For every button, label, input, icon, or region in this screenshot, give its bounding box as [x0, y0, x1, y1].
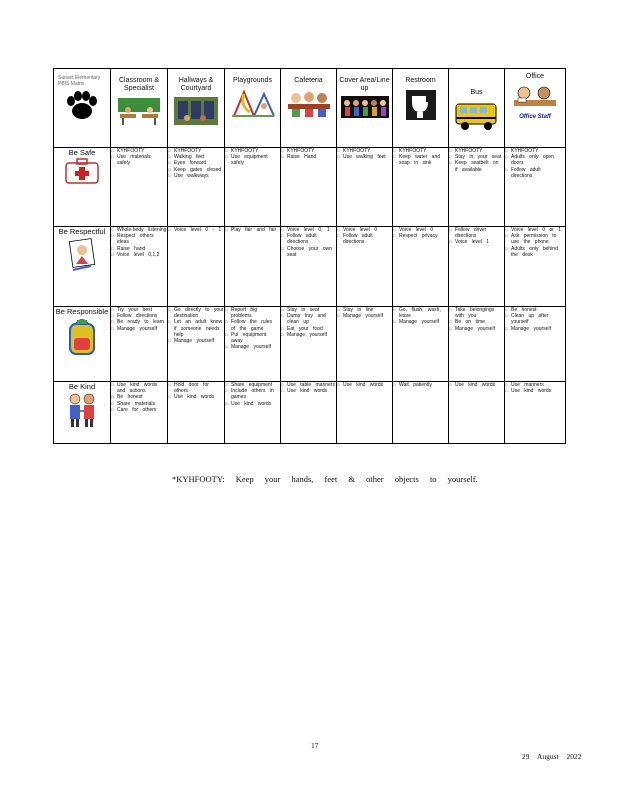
expectation-item: □ Voice level 0 - 1	[168, 227, 224, 233]
hallway-icon	[173, 96, 219, 126]
location-label: Bus	[470, 89, 483, 96]
expectation-item: □ Put equipment away	[225, 332, 280, 344]
expectation-item: □ Manage yourself	[505, 326, 565, 332]
expectation-item: □ Let an adult know if someone needs help	[168, 319, 224, 338]
expectation-item: □ KYHFOOTY	[337, 148, 392, 154]
behavior-matrix	[53, 68, 566, 444]
expectation-detail-cell	[505, 307, 566, 382]
first-aid-kit-icon	[54, 157, 110, 187]
bus-icon	[454, 100, 500, 132]
expectation-item: □ Manage yourself	[337, 313, 392, 319]
expectation-item: □ Voice level 0	[393, 227, 448, 233]
expectation-item: □ Stay in your seat	[449, 154, 504, 160]
expectation-item: □ Adults only behind the desk	[505, 246, 565, 258]
expectation-item: □ Voice level 0, 1	[281, 227, 336, 233]
expectation-item: □ Include others in games	[225, 388, 280, 400]
respect-icon	[54, 236, 110, 276]
expectation-item: □ Voice level 0	[337, 227, 392, 233]
behavior-row	[54, 307, 566, 382]
location-header-restroom	[393, 69, 449, 148]
expectation-item: □ Be ready to learn	[111, 319, 167, 325]
expectation-detail-cell	[281, 227, 337, 307]
expectation-item: □ Keep seatbelt on if available	[449, 160, 504, 172]
expectation-detail-cell	[111, 382, 168, 444]
expectation-item: □ KYHFOOTY	[393, 148, 448, 154]
location-header-cover-area	[337, 69, 393, 148]
expectation-detail-cell	[225, 148, 281, 227]
expectation-item: □ Use kind words and actions	[111, 382, 167, 394]
location-label: Classroom & Specialist	[118, 77, 160, 92]
expectation-item: □ Use walking feet	[337, 154, 392, 160]
expectation-item: □ KYHFOOTY	[281, 148, 336, 154]
expectation-detail-cell	[111, 307, 168, 382]
expectation-detail-cell	[337, 148, 393, 227]
location-header-office	[505, 69, 566, 148]
expectation-detail-cell	[449, 382, 505, 444]
expectation-item: □ KYHFOOTY	[449, 148, 504, 154]
expectation-detail-cell	[449, 307, 505, 382]
expectation-item: □ Use kind words	[225, 401, 280, 407]
expectation-detail-cell	[393, 307, 449, 382]
expectation-item: □ Raise hand	[111, 246, 167, 252]
expectation-detail-cell	[225, 307, 281, 382]
expectation-cell	[54, 382, 111, 444]
location-label: Restroom	[405, 77, 436, 84]
document-date: 29 August 2022	[522, 752, 582, 761]
expectation-item: □ Raise Hand	[281, 154, 336, 160]
expectation-item: □ Use kind words	[168, 394, 224, 400]
expectation-item: □ Keep water and soap in sink	[393, 154, 448, 166]
office-staff-label: Office Staff	[519, 114, 551, 120]
expectation-item: □ Clean up after yourself	[505, 313, 565, 325]
expectation-detail-cell	[225, 382, 281, 444]
header-row	[54, 69, 566, 148]
expectation-item: □ Choose your own seat	[281, 246, 336, 258]
expectation-item: □ Eat your food	[281, 326, 336, 332]
expectation-detail-cell	[168, 227, 225, 307]
expectation-cell	[54, 227, 111, 307]
expectation-item: □ Stay in line	[337, 307, 392, 313]
expectation-detail-cell	[225, 227, 281, 307]
expectation-detail-cell	[168, 148, 225, 227]
location-label: Cafeteria	[294, 77, 323, 84]
expectation-item: □ Voice level 0 or 1	[505, 227, 565, 233]
expectation-detail-cell	[168, 382, 225, 444]
expectation-item: □ Follow driver directions	[449, 227, 504, 239]
behavior-row	[54, 148, 566, 227]
expectation-item: □ Share materials	[111, 401, 167, 407]
expectation-label: Be Kind	[68, 382, 96, 391]
expectation-detail-cell	[393, 382, 449, 444]
location-header-cafeteria	[281, 69, 337, 148]
line-up-icon	[341, 96, 389, 118]
expectation-cell	[54, 307, 111, 382]
location-label: Office	[525, 73, 545, 80]
location-header-hallways	[168, 69, 225, 148]
expectation-label: Be Responsible	[55, 307, 109, 316]
expectation-item: □ Use kind words	[449, 382, 504, 388]
expectation-item: □ Use manners	[505, 382, 565, 388]
page-number: 17	[311, 741, 319, 750]
expectation-item: □ Be honest	[505, 307, 565, 313]
expectation-item: □ Walking feet	[168, 154, 224, 160]
expectation-item: □ Dump tray and clean up	[281, 313, 336, 325]
expectation-item: □ Voice level 0,1,2	[111, 252, 167, 258]
location-header-classroom	[111, 69, 168, 148]
school-name: Sunset Elementary PBIS Matrix	[58, 75, 101, 87]
expectation-item: □ Go directly to your destination	[168, 307, 224, 319]
expectation-item: □ Report big problems	[225, 307, 280, 319]
expectation-detail-cell	[449, 148, 505, 227]
expectation-item: □ Use equipment safely	[225, 154, 280, 166]
expectation-detail-cell	[393, 148, 449, 227]
expectation-item: □ Manage yourself	[281, 332, 336, 338]
expectation-item: □ Whole-body listening	[111, 227, 167, 233]
expectation-item: □ Ask permission to use the phone	[505, 233, 565, 245]
expectation-item: □ KYHFOOTY	[225, 148, 280, 154]
expectation-item: □ Manage yourself	[393, 319, 448, 325]
behavior-row	[54, 382, 566, 444]
restroom-icon	[404, 88, 438, 122]
expectation-item: □ Care for others	[111, 407, 167, 413]
expectation-cell	[54, 148, 111, 227]
expectation-item: □ Manage yourself	[168, 338, 224, 344]
expectation-item: □ Respect privacy	[393, 233, 448, 239]
location-header-bus	[449, 69, 505, 148]
expectation-item: □ Adults only open doors	[505, 154, 565, 166]
expectation-item: □ Go, flush, wash, leave	[393, 307, 448, 319]
kyhfooty-footnote: *KYHFOOTY: Keep your hands, feet & other objects to yourself.	[172, 474, 478, 484]
expectation-item: □ Follow adult directions	[281, 233, 336, 245]
backpack-icon	[54, 316, 110, 358]
location-label: Playgrounds	[233, 77, 272, 84]
expectation-detail-cell	[281, 382, 337, 444]
playground-icon	[230, 88, 276, 118]
expectation-detail-cell	[281, 307, 337, 382]
expectation-detail-cell	[168, 307, 225, 382]
expectation-detail-cell	[337, 382, 393, 444]
expectation-detail-cell	[111, 227, 168, 307]
paw-print-icon	[65, 90, 99, 120]
expectation-item: □ Follow adult directions	[337, 233, 392, 245]
expectation-item: □ Use table manners	[281, 382, 336, 388]
expectation-item: □ KYHFOOTY	[168, 148, 224, 154]
corner-cell	[54, 69, 111, 148]
expectation-item: □ Manage yourself	[111, 326, 167, 332]
location-label: Cover Area/Line up	[339, 77, 390, 92]
expectation-item: □ Wait patiently	[393, 382, 448, 388]
expectation-item: □ Be on time	[449, 319, 504, 325]
kids-icon	[54, 391, 110, 431]
expectation-item: □ Use kind words	[505, 388, 565, 394]
expectation-item: □ Play fair and fair	[225, 227, 280, 233]
expectation-label: Be Respectful	[58, 227, 106, 236]
expectation-item: □ Respect others ideas	[111, 233, 167, 245]
location-label: Hallways & Courtyard	[178, 77, 214, 92]
expectation-item: □ Manage yourself	[449, 326, 504, 332]
expectation-item: □ Stay in seat	[281, 307, 336, 313]
expectation-item: □ KYHFOOTY	[505, 148, 565, 154]
expectation-detail-cell	[449, 227, 505, 307]
expectation-item: □ Use materials safely	[111, 154, 167, 166]
expectation-item: □ Be honest	[111, 394, 167, 400]
expectation-detail-cell	[281, 148, 337, 227]
expectation-item: □ Keep gates closed	[168, 167, 224, 173]
expectation-detail-cell	[505, 227, 566, 307]
expectation-item: □ Use kind words	[281, 388, 336, 394]
expectation-detail-cell	[337, 307, 393, 382]
expectation-item: □ Take belongings with you	[449, 307, 504, 319]
office-icon	[512, 84, 558, 114]
expectation-label: Be Safe	[68, 148, 96, 157]
cafeteria-icon	[286, 88, 332, 118]
behavior-row	[54, 227, 566, 307]
classroom-icon	[116, 96, 162, 126]
expectation-detail-cell	[111, 148, 168, 227]
expectation-item: □ Try your best	[111, 307, 167, 313]
expectation-item: □ Voice level 1	[449, 239, 504, 245]
expectation-item: □ Use walkways	[168, 173, 224, 179]
expectation-detail-cell	[393, 227, 449, 307]
expectation-item: □ Share equipment	[225, 382, 280, 388]
expectation-item: □ KYHFOOTY	[111, 148, 167, 154]
expectation-detail-cell	[337, 227, 393, 307]
expectation-detail-cell	[505, 148, 566, 227]
expectation-detail-cell	[505, 382, 566, 444]
expectation-item: □ Use kind words	[337, 382, 392, 388]
expectation-item: □ Follow the rules of the game	[225, 319, 280, 331]
expectation-item: □ Hold door for others	[168, 382, 224, 394]
expectation-item: □ Follow adult directions	[505, 167, 565, 179]
expectation-item: □ Eyes forward	[168, 160, 224, 166]
expectation-item: □ Follow directions	[111, 313, 167, 319]
expectation-item: □ Manage yourself	[225, 344, 280, 350]
location-header-playgrounds	[225, 69, 281, 148]
